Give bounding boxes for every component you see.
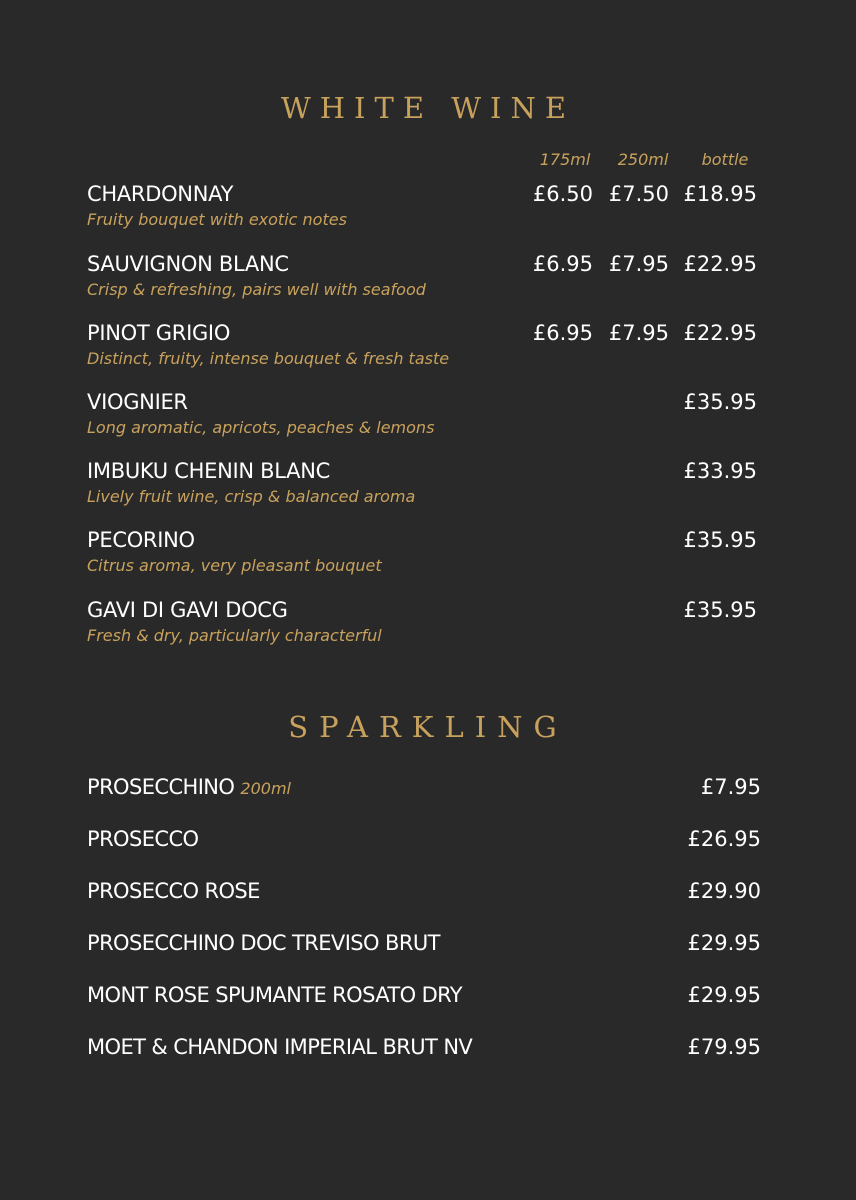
sparkling-item-mont-rose bbox=[87, 983, 761, 1013]
wine-description: Fresh & dry, particularly characterful bbox=[87, 626, 382, 645]
wine-item-pinot-grigio bbox=[87, 321, 767, 381]
wine-item-imbuku-chenin-blanc bbox=[87, 459, 767, 519]
wine-description: Fruity bouquet with exotic notes bbox=[87, 210, 347, 229]
price-bottle: £29.95 bbox=[687, 931, 761, 955]
wine-description: Lively fruit wine, crisp & balanced aroma bbox=[87, 487, 416, 506]
price-bottle: £35.95 bbox=[683, 598, 757, 622]
sparkling-name-text: PROSECCHINO bbox=[87, 775, 235, 799]
price-bottle: £33.95 bbox=[683, 459, 757, 483]
wine-item-chardonnay bbox=[87, 182, 767, 242]
sparkling-item-prosecchino-doc bbox=[87, 931, 761, 961]
sparkling-name: PROSECCHINO DOC TREVISO BRUT bbox=[87, 931, 440, 955]
price-250ml: £7.50 bbox=[608, 182, 669, 206]
wine-name: IMBUKU CHENIN BLANC bbox=[87, 459, 330, 483]
wine-item-sauvignon-blanc bbox=[87, 252, 767, 312]
wine-item-pecorino bbox=[87, 528, 767, 588]
white-wine-heading: WHITE WINE bbox=[280, 91, 576, 125]
column-250ml-header: 250ml bbox=[617, 150, 669, 169]
price-175ml: £6.50 bbox=[532, 182, 593, 206]
price-175ml: £6.95 bbox=[532, 321, 593, 345]
wine-name: PINOT GRIGIO bbox=[87, 321, 231, 345]
wine-name: CHARDONNAY bbox=[87, 182, 234, 206]
sparkling-name: MONT ROSE SPUMANTE ROSATO DRY bbox=[87, 983, 463, 1007]
sparkling-item-prosecco bbox=[87, 827, 761, 857]
sparkling-heading: SPARKLING bbox=[288, 710, 568, 744]
sparkling-item-moet-chandon bbox=[87, 1035, 761, 1065]
price-bottle: £29.95 bbox=[687, 983, 761, 1007]
sparkling-name bbox=[87, 775, 291, 799]
price-bottle: £26.95 bbox=[687, 827, 761, 851]
wine-name: GAVI DI GAVI DOCG bbox=[87, 598, 288, 622]
column-bottle-header: bottle bbox=[701, 150, 749, 169]
wine-name: VIOGNIER bbox=[87, 390, 188, 414]
sparkling-name: PROSECCO ROSE bbox=[87, 879, 260, 903]
wine-name: PECORINO bbox=[87, 528, 195, 552]
wine-name: SAUVIGNON BLANC bbox=[87, 252, 289, 276]
column-175ml-header: 175ml bbox=[539, 150, 591, 169]
wine-description: Crisp & refreshing, pairs well with seafood bbox=[87, 280, 426, 299]
price-bottle: £35.95 bbox=[683, 528, 757, 552]
sparkling-item-prosecchino bbox=[87, 775, 761, 805]
wine-description: Distinct, fruity, intense bouquet & fresh taste bbox=[87, 349, 450, 368]
price-bottle: £35.95 bbox=[683, 390, 757, 414]
price-bottle: £18.95 bbox=[683, 182, 757, 206]
wine-description: Citrus aroma, very pleasant bouquet bbox=[87, 556, 382, 575]
price-250ml: £7.95 bbox=[608, 321, 669, 345]
wine-item-viognier bbox=[87, 390, 767, 450]
price-bottle: £22.95 bbox=[683, 252, 757, 276]
price-250ml: £7.95 bbox=[608, 252, 669, 276]
sparkling-item-prosecco-rose bbox=[87, 879, 761, 909]
wine-description: Long aromatic, apricots, peaches & lemons bbox=[87, 418, 435, 437]
size-note: 200ml bbox=[240, 779, 291, 798]
price-bottle: £79.95 bbox=[687, 1035, 761, 1059]
sparkling-name: MOET & CHANDON IMPERIAL BRUT NV bbox=[87, 1035, 473, 1059]
price-bottle: £7.95 bbox=[700, 775, 761, 799]
price-175ml: £6.95 bbox=[532, 252, 593, 276]
price-bottle: £22.95 bbox=[683, 321, 757, 345]
sparkling-name: PROSECCO bbox=[87, 827, 199, 851]
wine-item-gavi-di-gavi bbox=[87, 598, 767, 658]
price-bottle: £29.90 bbox=[687, 879, 761, 903]
